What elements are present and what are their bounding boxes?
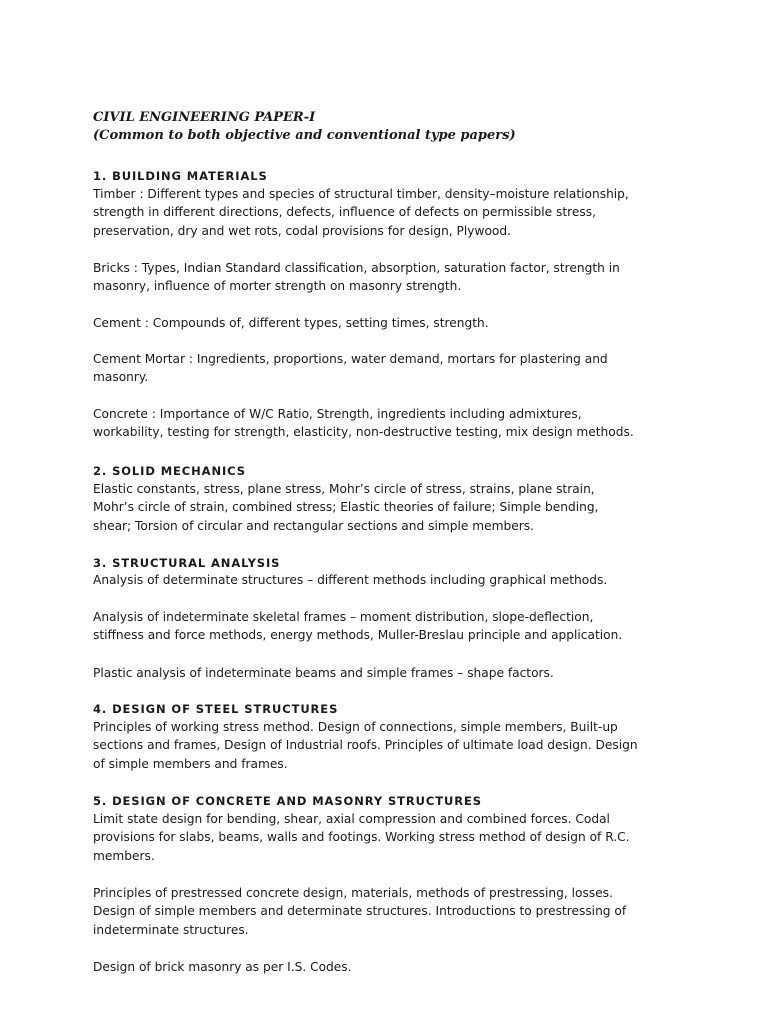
text-line: Analysis of indeterminate skeletal frames – moment distribution, slope-deflection, — [93, 610, 594, 624]
paragraph-solid-mechanics — [93, 480, 683, 535]
text-line: masonry, influence of morter strength on masonry strength. — [93, 279, 462, 294]
text-line: of simple members and frames. — [93, 756, 288, 771]
paragraph-bricks — [93, 259, 683, 296]
text-line: Plastic analysis of indeterminate beams and simple frames – shape factors. — [93, 666, 554, 680]
text-line: Design of brick masonry as per I.S. Codes. — [93, 960, 352, 974]
text-line: Cement Mortar : Ingredients, proportions, water demand, mortars for plastering and — [93, 352, 608, 366]
section-heading-steel-structures: 4. DESIGN OF STEEL STRUCTURES — [93, 702, 339, 716]
text-line: Mohr’s circle of strain, combined stress; Elastic theories of failure; Simple bending, — [93, 500, 599, 515]
text-line: provisions for slabs, beams, walls and footings. Working stress method of design of R.C. — [93, 830, 630, 845]
section-heading-structural-analysis: 3. STRUCTURAL ANALYSIS — [93, 556, 281, 570]
paragraph-limit-state — [93, 810, 683, 865]
text-line: preservation, dry and wet rots, codal provisions for design, Plywood. — [93, 223, 511, 238]
paragraph-steel-structures — [93, 718, 683, 773]
text-line: members. — [93, 848, 155, 863]
text-line: shear; Torsion of circular and rectangular sections and simple members. — [93, 518, 534, 533]
text-line: Bricks : Types, Indian Standard classification, absorption, saturation factor, strength in — [93, 261, 620, 275]
page-subtitle: (Common to both objective and conventional type papers) — [93, 128, 516, 143]
paragraph-determinate — [93, 571, 683, 589]
section-heading-building-materials: 1. BUILDING MATERIALS — [93, 169, 268, 183]
text-line: stiffness and force methods, energy methods, Muller-Breslau principle and application. — [93, 628, 623, 643]
text-line: Cement : Compounds of, different types, setting times, strength. — [93, 316, 489, 330]
text-line: masonry. — [93, 370, 149, 385]
paragraph-prestressed — [93, 884, 683, 939]
text-line: sections and frames, Design of Industrial roofs. Principles of ultimate load design. Design — [93, 738, 638, 753]
paragraph-cement-mortar — [93, 350, 683, 387]
text-line: indeterminate structures. — [93, 922, 249, 937]
paragraph-plastic-analysis — [93, 664, 683, 682]
paragraph-concrete — [93, 405, 683, 442]
paragraph-timber — [93, 185, 683, 240]
section-heading-solid-mechanics: 2. SOLID MECHANICS — [93, 464, 246, 478]
paragraph-brick-masonry — [93, 958, 683, 976]
text-line: Design of simple members and determinate structures. Introductions to prestressing of — [93, 904, 627, 919]
text-line: strength in different directions, defects, influence of defects on permissible stress, — [93, 205, 596, 220]
text-line: workability, testing for strength, elasticity, non-destructive testing, mix design methods. — [93, 425, 634, 440]
text-line: Principles of prestressed concrete design, materials, methods of prestressing, losses. — [93, 886, 613, 900]
section-heading-concrete-masonry: 5. DESIGN OF CONCRETE AND MASONRY STRUCTURES — [93, 794, 482, 808]
text-line: Analysis of determinate structures – different methods including graphical methods. — [93, 573, 608, 587]
text-line: Principles of working stress method. Design of connections, simple members, Built-up — [93, 720, 618, 734]
paragraph-indeterminate — [93, 608, 683, 645]
text-line: Concrete : Importance of W/C Ratio, Strength, ingredients including admixtures, — [93, 407, 582, 421]
text-line: Limit state design for bending, shear, axial compression and combined forces. Codal — [93, 812, 610, 826]
text-line: Timber : Different types and species of structural timber, density–moisture relationship, — [93, 187, 629, 201]
paragraph-cement — [93, 314, 683, 332]
text-line: Elastic constants, stress, plane stress, Mohr’s circle of stress, strains, plane strain, — [93, 482, 595, 496]
page-title: CIVIL ENGINEERING PAPER-I — [93, 110, 316, 125]
